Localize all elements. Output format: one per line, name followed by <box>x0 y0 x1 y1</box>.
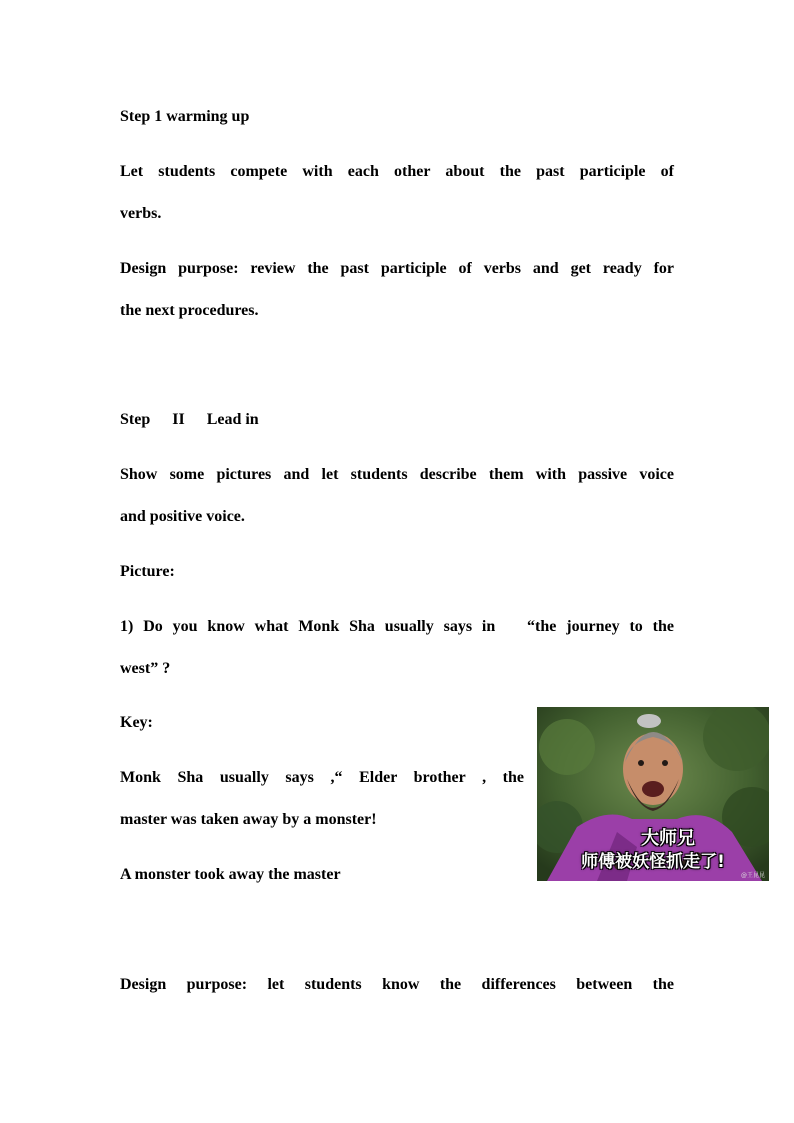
step2-heading-numeral: II <box>172 411 185 428</box>
question-line2: west” ? <box>120 660 171 677</box>
step2-activity-line2: and positive voice. <box>120 508 245 525</box>
question-line1: 1) Do you know what Monk Sha usually says in “the journey to the <box>120 618 674 635</box>
picture-label: Picture: <box>120 563 175 580</box>
step1-heading: Step 1 warming up <box>120 108 250 125</box>
step2-activity-line1: Show some pictures and let students describe them with passive voice <box>120 466 674 483</box>
monk-sha-picture <box>537 707 769 881</box>
step1-activity-line1: Let students compete with each other about the past participle of <box>120 163 674 180</box>
answer-line3: A monster took away the master <box>120 866 341 883</box>
figure-caption-line2: 师傅被妖怪抓走了! <box>581 852 725 872</box>
step2-heading <box>120 410 674 430</box>
step2-purpose-line1: Design purpose: let students know the differences between the <box>120 976 674 993</box>
answer-line2: master was taken away by a monster! <box>120 811 377 828</box>
key-label: Key: <box>120 714 153 731</box>
step2-heading-title: Lead in <box>206 411 259 428</box>
figure-watermark: @王昆昆 <box>740 872 765 879</box>
step2-heading-step: Step <box>120 411 151 428</box>
figure-caption-line1: 大师兄 <box>641 828 695 849</box>
step1-activity-line2: verbs. <box>120 205 162 222</box>
answer-line1: Monk Sha usually says ,“ Elder brother , the <box>120 769 524 786</box>
step1-purpose-line2: the next procedures. <box>120 302 259 319</box>
step1-purpose-line1: Design purpose: review the past participle of verbs and get ready for <box>120 260 674 277</box>
